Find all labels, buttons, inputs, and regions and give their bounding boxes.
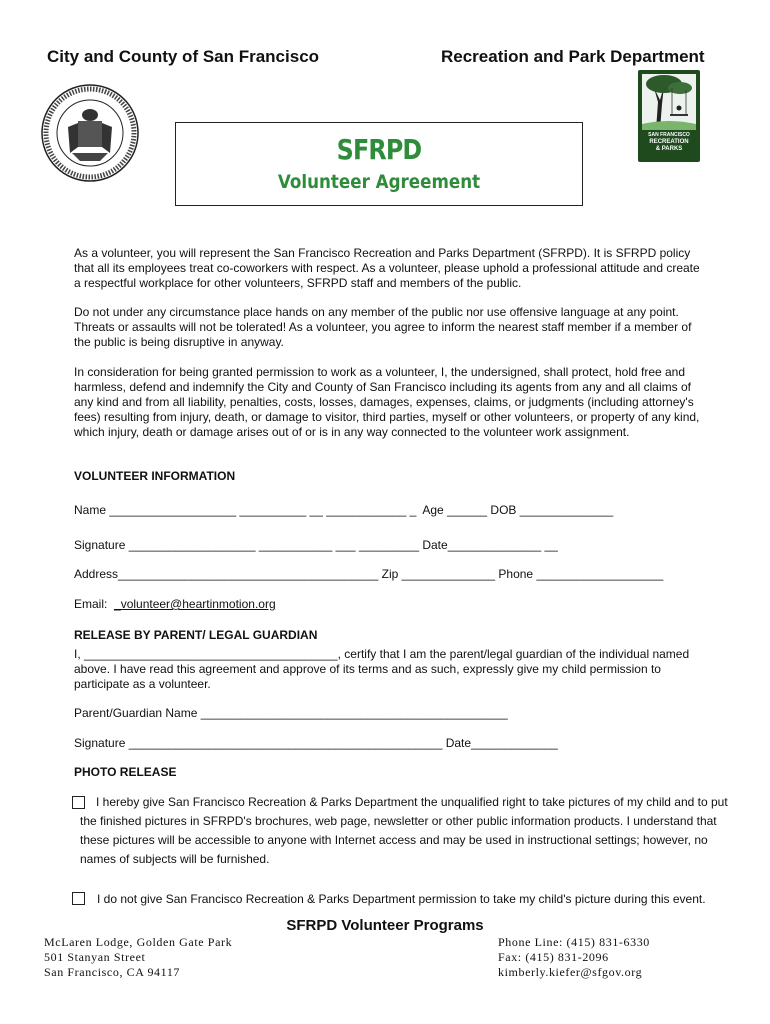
header-city: City and County of San Francisco	[47, 47, 320, 66]
footer-phone: Phone Line: (415) 831-6330	[498, 935, 650, 949]
photo-release-heading: PHOTO RELEASE	[74, 765, 177, 779]
footer-title: SFRPD Volunteer Programs	[286, 917, 484, 934]
footer-address-line: San Francisco, CA 94117	[44, 965, 181, 979]
liability-paragraph: In consideration for being granted permission to work as a volunteer, I, the undersigned, shall protect, hold free and harmless, defend and indemnify the City and County of San Francisco including its agents from any and all claims of any kind and from all liability, penalties, costs, losses, damages, expenses, claims, or judgments (including attorney's fees) resulting from injury, death, or damage to visitor, third parties, myself or other volunteers, or property of any kind, which injury, death or damage arises out of or is in any way connected to the volunteer work assignment.	[74, 365, 700, 439]
city-seal-icon	[40, 83, 140, 183]
title-box	[175, 122, 583, 206]
page-title: SFRPD	[336, 133, 422, 166]
logo-line3: & PARKS	[655, 146, 683, 152]
name-age-dob-field[interactable]: Name ___________________ __________ __ ____________ _ Age ______ DOB ______________	[74, 503, 614, 517]
logo-line2: RECREATION	[649, 139, 689, 145]
guardian-name-field[interactable]: Parent/Guardian Name ______________________________________________	[74, 706, 508, 720]
footer-address-line: McLaren Lodge, Golden Gate Park	[44, 935, 233, 949]
footer-contact	[498, 935, 650, 980]
email-field[interactable]: _volunteer@heartinmotion.org	[114, 597, 276, 611]
address-zip-phone-field[interactable]: Address_______________________________________ Zip ______________ Phone ___________________	[74, 567, 664, 581]
intro-paragraph: As a volunteer, you will represent the San Francisco Recreation and Parks Department (SFRPD). It is SFRPD policy that all its employees treat co-coworkers with respect. As a volunteer, please uphold a professional attitude and create a respectful workplace for other volunteers, SFRPD staff and members of the public.	[74, 246, 700, 290]
email-row	[74, 597, 276, 611]
email-label: Email:	[74, 597, 108, 611]
conduct-paragraph: Do not under any circumstance place hands on any member of the public nor use offensive language at any point. Threats or assaults will not be tolerated! As a volunteer, you agree to inform the nearest staff member if a member of the public is being disruptive in anyway.	[74, 305, 692, 349]
header-department: Recreation and Park Department	[441, 47, 705, 66]
guardian-statement: I, ______________________________________, certify that I am the parent/legal guardian of the individual named above. I have read this agreement and approve of its terms and as such, expressly give my child permission to participate as a volunteer.	[74, 647, 690, 691]
signature-date-field[interactable]: Signature ___________________ ___________ ___ _________ Date______________ __	[74, 538, 558, 552]
guardian-heading: RELEASE BY PARENT/ LEGAL GUARDIAN	[74, 628, 318, 642]
photo-decline-text: I do not give San Francisco Recreation & Parks Department permission to take my child's picture during this event.	[97, 892, 706, 906]
volunteer-info-heading: VOLUNTEER INFORMATION	[74, 469, 236, 483]
footer-email-link[interactable]: kimberly.kiefer@sfgov.org	[498, 965, 643, 979]
sfrpd-logo	[638, 70, 700, 162]
footer-address-line: 501 Stanyan Street	[44, 950, 146, 964]
tree-icon	[642, 74, 696, 130]
footer-fax: Fax: (415) 831-2096	[498, 950, 609, 964]
guardian-signature-field[interactable]: Signature _______________________________________________ Date_____________	[74, 736, 558, 750]
photo-decline-checkbox[interactable]	[72, 892, 85, 905]
logo-line1: SAN FRANCISCO	[648, 132, 690, 138]
footer-address	[44, 935, 232, 980]
page-subtitle: Volunteer Agreement	[277, 171, 481, 193]
photo-consent-text: I hereby give San Francisco Recreation & Parks Department the unqualified right to take pictures of my child and to put the finished pictures in SFRPD's brochures, web page, newsletter or other public information products. I understand that these pictures will be accessible to anyone with Internet access and may be used in instructional settings; however, no names of subjects will be furnished.	[80, 795, 728, 866]
